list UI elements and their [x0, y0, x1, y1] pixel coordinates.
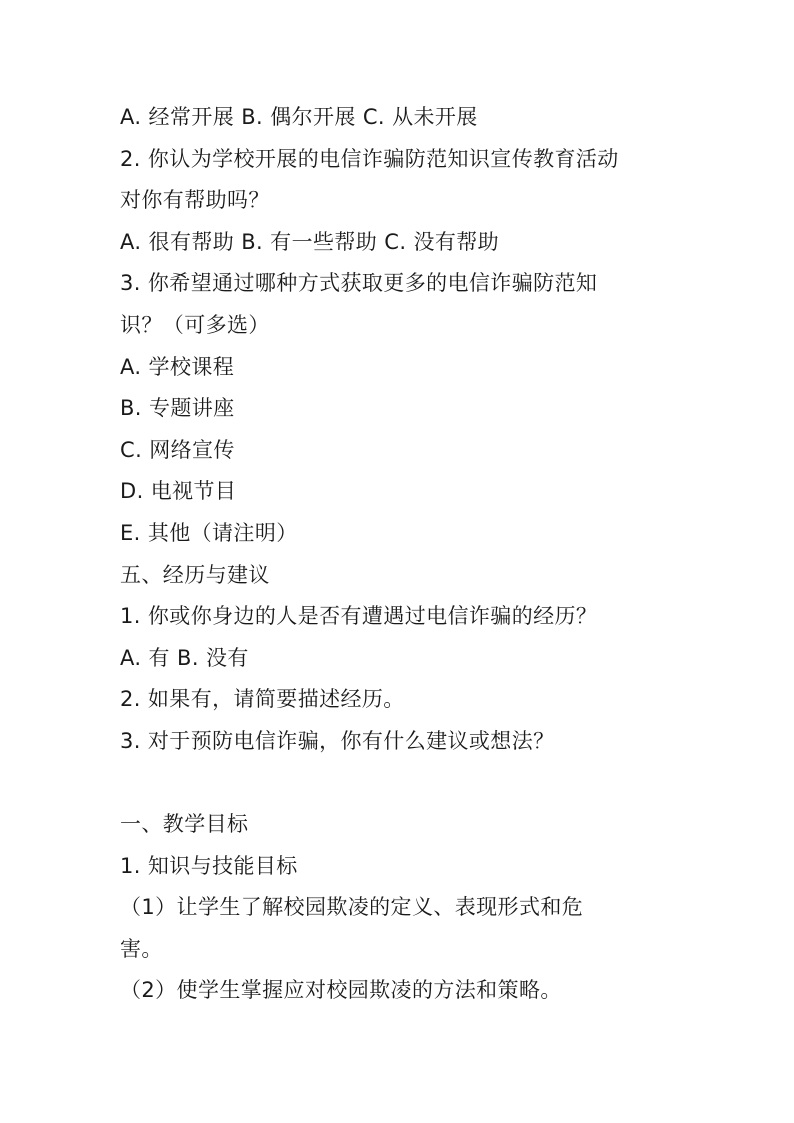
- question-3-line-1: 3. 你希望通过哪种方式获取更多的电信诈骗防范知: [120, 271, 598, 296]
- option-e-other: E. 其他（请注明）: [120, 520, 298, 545]
- answer-options-frequency: A. 经常开展 B. 偶尔开展 C. 从未开展: [120, 105, 478, 129]
- question-2-line-2: 对你有帮助吗？: [120, 188, 270, 213]
- question-2-line-1: 2. 你认为学校开展的电信诈骗防范知识宣传教育活动: [120, 146, 619, 171]
- blank-line: [120, 763, 680, 805]
- document-body: [120, 97, 680, 1012]
- subheading-knowledge-skills: 1. 知识与技能目标: [120, 853, 298, 878]
- question-3-line-2: 识？（可多选）: [120, 312, 270, 337]
- answer-options-helpfulness: A. 很有帮助 B. 有一些帮助 C. 没有帮助: [120, 229, 500, 254]
- option-c-online: C. 网络宣传: [120, 437, 235, 462]
- goal-2: （2）使学生掌握应对校园欺凌的方法和策略。: [120, 978, 562, 1003]
- option-a-school-course: A. 学校课程: [120, 354, 235, 379]
- option-d-tv: D. 电视节目: [120, 479, 237, 504]
- experience-question-2: 2. 如果有，请简要描述经历。: [120, 687, 405, 712]
- section-heading-teaching-goals: 一、教学目标: [120, 812, 249, 837]
- goal-1-line-1: （1）让学生了解校园欺凌的定义、表现形式和危: [120, 895, 584, 920]
- goal-1-line-2: 害。: [120, 936, 163, 961]
- answer-options-experience: A. 有 B. 没有: [120, 645, 249, 670]
- experience-question-1: 1. 你或你身边的人是否有遭遇过电信诈骗的经历？: [120, 604, 598, 629]
- option-b-lecture: B. 专题讲座: [120, 396, 235, 421]
- experience-question-3: 3. 对于预防电信诈骗，你有什么建议或想法？: [120, 728, 555, 753]
- section-heading-experience: 五、经历与建议: [120, 562, 270, 587]
